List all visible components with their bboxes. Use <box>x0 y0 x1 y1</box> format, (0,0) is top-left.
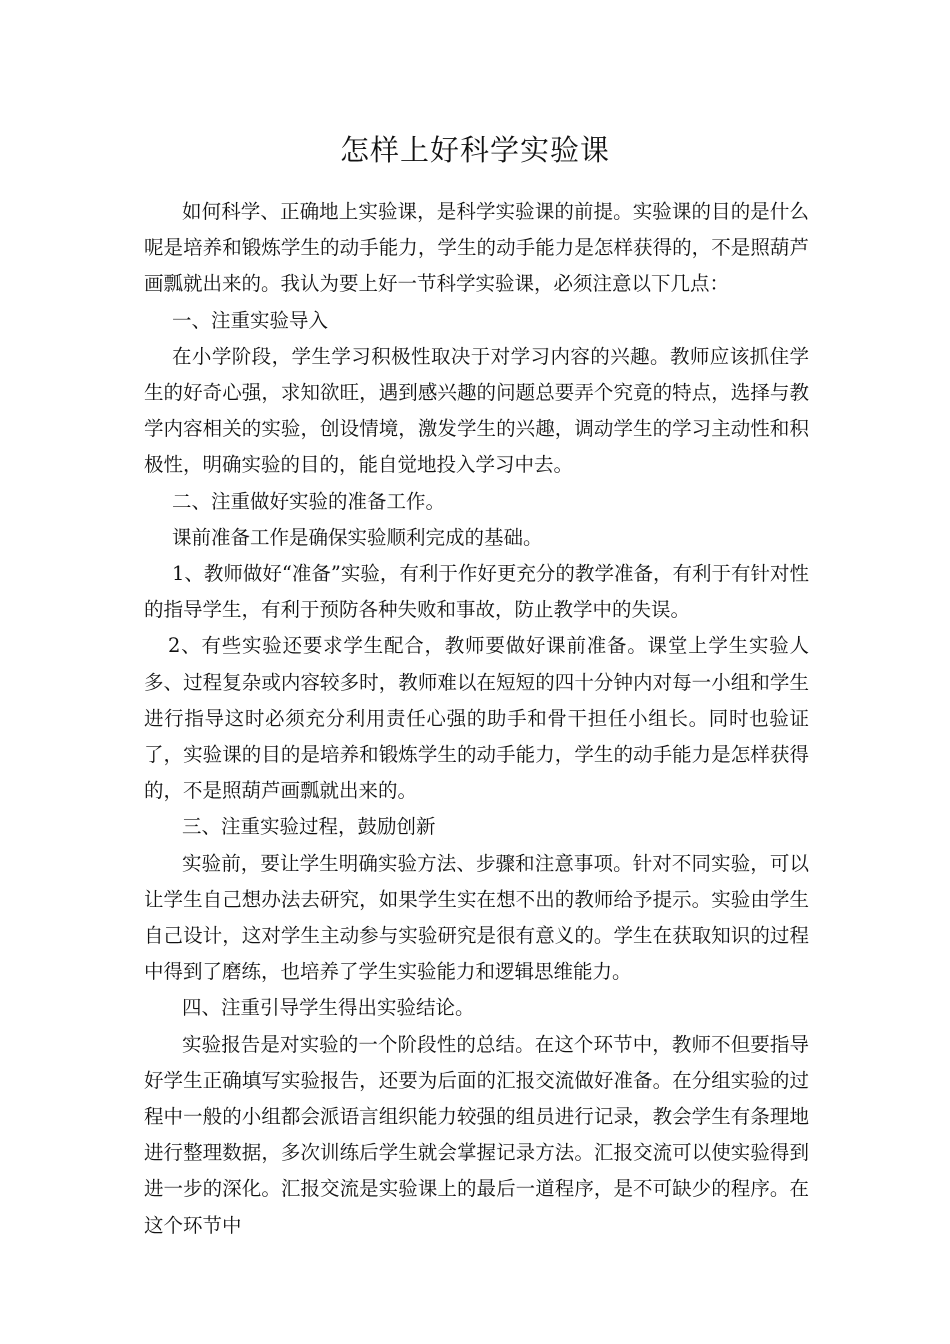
document-title: 怎样上好科学实验课 <box>339 133 610 167</box>
paragraph-item-1: 1、教师做好“准备”实验，有利于作好更充分的教学准备，有利于有针对性的指导学生，有利于预防各种失败和事故，防止教学中的失误。 <box>144 562 809 622</box>
section-heading-1: 一、注重实验导入 <box>172 308 329 332</box>
paragraph-item-2: 2、有些实验还要求学生配合，教师要做好课前准备。课堂上学生实验人多、过程复杂或内容较多时，教师难以在短短的四十分钟内对每一小组和学生进行指导这时必须充分利用责任心强的助手和骨干担任小组长。同时也验证了，实验课的目的是培养和锻炼学生的动手能力，学生的动手能力是怎样获得的，不是照葫芦画瓢就出来的。 <box>144 634 809 803</box>
document-body <box>144 194 809 1244</box>
paragraph-section-2: 课前准备工作是确保实验顺利完成的基础。 <box>172 525 543 549</box>
section-heading-2: 二、注重做好实验的准备工作。 <box>172 489 446 513</box>
paragraph-section-3: 实验前，要让学生明确实验方法、步骤和注意事项。针对不同实验，可以让学生自己想办法去研究，如果学生实在想不出的教师给予提示。实验由学生自己设计，这对学生主动参与实验研究是很有意义的。学生在获取知识的过程中得到了磨练，也培养了学生实验能力和逻辑思维能力。 <box>144 851 809 984</box>
paragraph-section-1: 在小学阶段，学生学习积极性取决于对学习内容的兴趣。教师应该抓住学生的好奇心强，求知欲旺，遇到感兴趣的问题总要弄个究竟的特点，选择与教学内容相关的实验，创设情境，激发学生的兴趣，调动学生的学习主动性和积极性，明确实验的目的，能自觉地投入学习中去。 <box>144 344 809 477</box>
section-heading-3: 三、注重实验过程，鼓励创新 <box>182 815 436 839</box>
paragraph-section-4: 实验报告是对实验的一个阶段性的总结。在这个环节中，教师不但要指导好学生正确填写实验报告，还要为后面的汇报交流做好准备。在分组实验的过程中一般的小组都会派语言组织能力较强的组员进行记录，教会学生有条理地进行整理数据，多次训练后学生就会掌握记录方法。汇报交流可以使实验得到进一步的深化。汇报交流是实验课上的最后一道程序，是不可缺少的程序。在这个环节中 <box>144 1032 809 1237</box>
paragraph-intro: 如何科学、正确地上实验课，是科学实验课的前提。实验课的目的是什么呢是培养和锻炼学生的动手能力，学生的动手能力是怎样获得的，不是照葫芦画瓢就出来的。我认为要上好一节科学实验课，必须注意以下几点： <box>144 200 809 296</box>
section-heading-4: 四、注重引导学生得出实验结论。 <box>182 996 475 1020</box>
